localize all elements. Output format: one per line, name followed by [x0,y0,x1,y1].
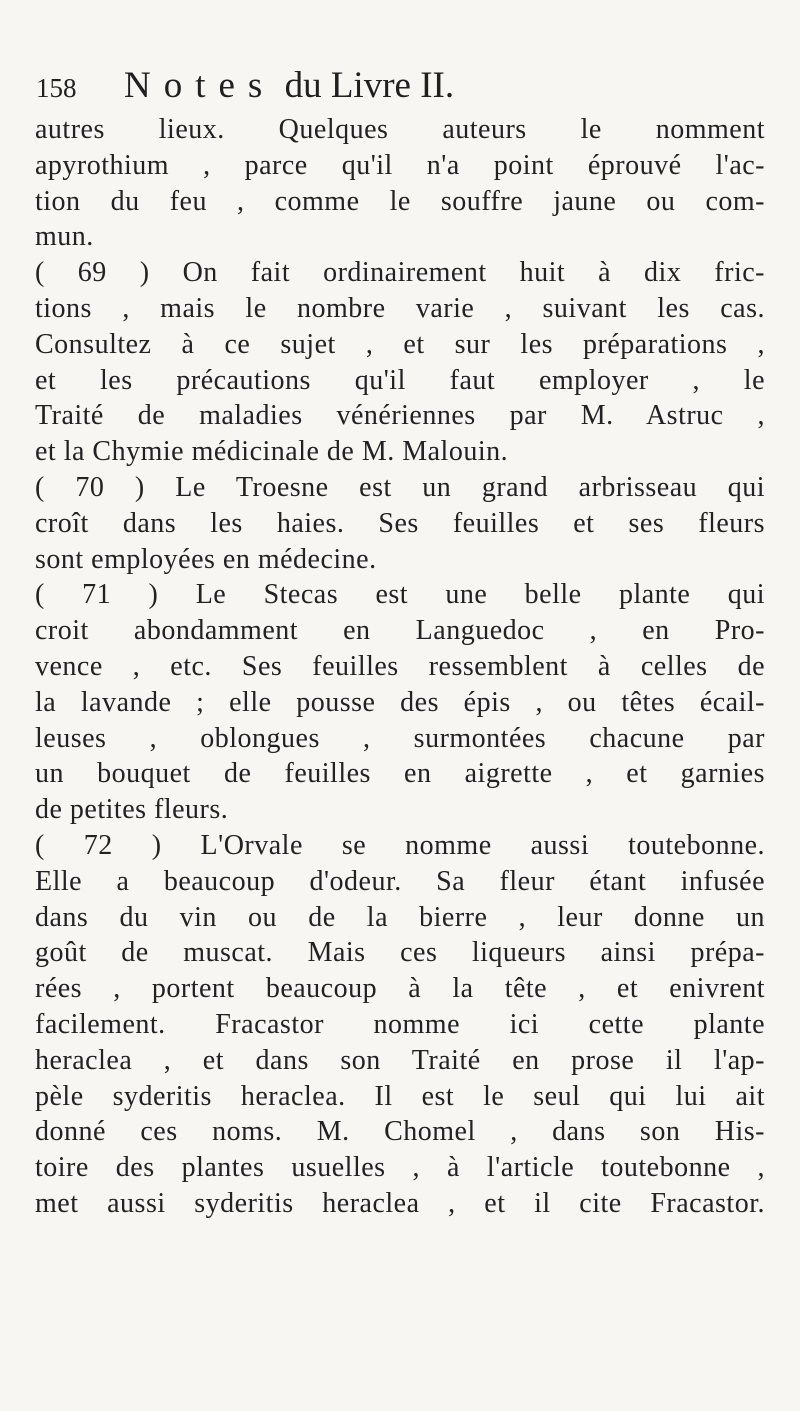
text-line: met aussi syderitis heraclea , et il cite Fracastor. [35,1187,765,1219]
header-notes: Notes [124,65,276,106]
text-line: vence , etc. Ses feuilles ressemblent à celles de [35,650,765,682]
text-line: autres lieux. Quelques auteurs le nomment [35,114,765,145]
text-line: Consultez à ce sujet , et sur les préparations , [35,328,765,360]
text-line: sont employées en médecine. [35,543,377,575]
text-line: de petites fleurs. [35,794,229,826]
text-line: toire des plantes usuelles , à l'article toutebonne , [35,1152,765,1184]
text-line: et les précautions qu'il faut employer , le [35,364,765,396]
text-line: mun. [35,221,94,253]
text-line: la lavande ; elle pousse des épis , ou têtes écail- [35,686,765,718]
text-line: et la Chymie médicinale de M. Malouin. [35,436,509,468]
text-line: un bouquet de feuilles en aigrette , et garnies [35,758,765,790]
note-72-line: ( 72 ) L'Orvale se nomme aussi toutebonne. [35,829,765,861]
text-line: Elle a beaucoup d'odeur. Sa fleur étant infusée [35,865,765,897]
text-line: pèle syderitis heraclea. Il est le seul qui lui ait [35,1080,765,1112]
text-line: donné ces noms. M. Chomel , dans son His- [35,1116,765,1148]
text-line: croit abondamment en Languedoc , en Pro- [35,615,765,647]
text-line: dans du vin ou de la bierre , leur donne un [35,901,765,933]
text-line: goût de muscat. Mais ces liqueurs ainsi prépa- [35,937,765,969]
text-line: heraclea , et dans son Traité en prose il l'ap- [35,1044,765,1076]
text-line: facilement. Fracastor nomme ici cette plante [35,1008,765,1040]
text-line: tion du feu , comme le souffre jaune ou com- [35,185,765,217]
text-line: tions , mais le nombre varie , suivant les cas. [35,292,765,324]
note-71-line: ( 71 ) Le Stecas est une belle plante qui [35,579,765,611]
text-line: apyrothium , parce qu'il n'a point éprouvé l'ac- [35,149,765,181]
text-line: croît dans les haies. Ses feuilles et ses fleurs [35,507,765,539]
running-header [36,62,454,112]
note-70-line: ( 70 ) Le Troesne est un grand arbrisseau qui [35,471,765,503]
text-line: Traité de maladies vénériennes par M. Astruc , [35,400,765,432]
header-book: du Livre II. [284,65,455,106]
text-line: rées , portent beaucoup à la tête , et enivrent [35,973,765,1005]
text-line: leuses , oblongues , surmontées chacune par [35,722,765,754]
page-number: 158 [36,73,77,103]
note-69-line: ( 69 ) On fait ordinairement huit à dix fric- [35,257,765,289]
notes-text [35,112,765,1222]
